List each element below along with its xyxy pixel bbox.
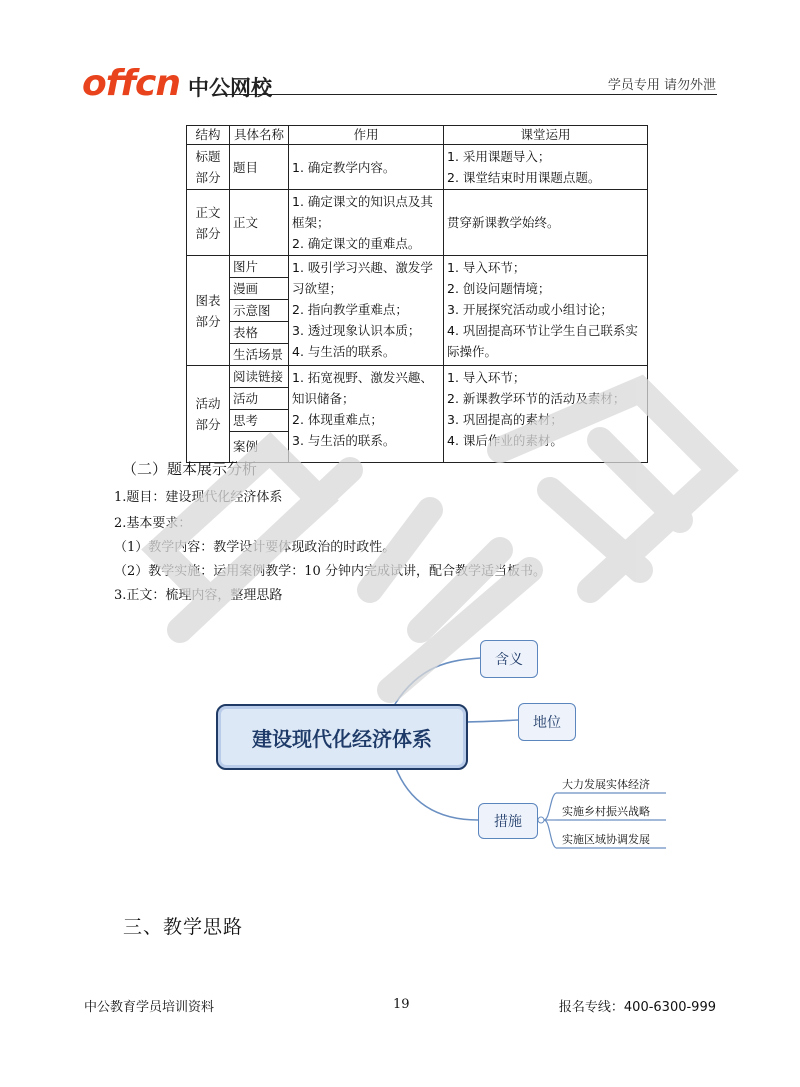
table-header-cell: 具体名称 [230,126,289,145]
cell-text: 3. 巩固提高的素材； [447,412,563,427]
cell-text: 生活场景 [233,347,284,362]
cell-text: 2. 课堂结束时用课题点题。 [447,170,601,185]
logo-mark: offcn [82,63,181,104]
cell-text: 思考 [230,410,288,432]
cell-text: 阅读链接 [230,366,288,388]
mindmap-branch-node: 措施 [478,803,538,839]
table-header-cell: 课堂运用 [444,126,648,145]
cell-text: 活动 [195,396,221,411]
cell-text: 4. 与生活的联系。 [292,344,396,359]
mindmap-branch-node: 地位 [518,703,576,741]
footer-left: 中公教育学员培训资料 [84,1000,215,1015]
cell-text: 图片 [230,256,288,278]
cell-text: 部分 [195,225,221,241]
cell-text: 标题 [195,149,221,164]
cell-text: 1. 确定课文的知识点及其框架； [292,194,433,230]
table-header-cell: 结构 [187,126,230,145]
section-heading: （二）题本展示分析 [122,460,258,478]
cell-text: 3. 开展探究活动或小组讨论； [447,302,613,317]
body-paragraph: 1.题目：建设现代化经济体系 [114,490,283,505]
cell-text: 4. 巩固提高环节让学生自己联系实际操作。 [447,323,638,359]
cell-text: 示意图 [230,300,288,322]
body-paragraph: 2.基本要求： [114,516,192,531]
body-paragraph: （2）教学实施：运用案例教学：10 分钟内完成试讲，配合教学适当板书。 [114,564,546,579]
body-paragraph: （1）教学内容：教学设计要体现政治的时政性。 [114,540,396,555]
section-heading: 三、教学思路 [123,916,244,938]
cell-text: 1. 采用课题导入； [447,149,551,164]
cell-text: 图表 [195,292,221,308]
page-number: 19 [393,997,410,1012]
cell-text: 3. 透过现象认识本质； [292,323,421,338]
cell-text: 活动 [230,388,288,410]
cell-text: 部分 [195,417,221,432]
cell-text: 正文 [233,215,259,230]
cell-text: 2. 确定课文的重难点。 [292,236,421,251]
cell-text: 2. 创设问题情境； [447,281,551,296]
mindmap-leaf: 实施乡村振兴战略 [562,805,650,818]
mindmap-central-node: 建设现代化经济体系 [216,704,468,770]
cell-text: 1. 导入环节； [447,370,526,385]
header-note: 学员专用 请勿外泄 [607,78,716,93]
cell-text: 漫画 [230,278,288,300]
cell-text: 2. 新课教学环节的活动及素材； [447,391,626,406]
cell-text: 案例 [233,439,259,454]
cell-text: 2. 指向教学重难点； [292,302,408,317]
cell-text: 3. 与生活的联系。 [292,433,396,448]
cell-text: 贯穿新课教学始终。 [447,215,560,230]
mindmap-leaf: 大力发展实体经济 [562,778,650,791]
cell-text: 部分 [195,313,221,329]
mindmap-branch-node: 含义 [480,640,538,678]
cell-text: 题目 [233,159,259,175]
cell-text: 1. 确定教学内容。 [292,159,396,175]
cell-text: 1. 吸引学习兴趣、激发学习欲望； [292,260,433,296]
cell-text: 2. 体现重难点； [292,412,383,427]
cell-text: 1. 拓宽视野、激发兴趣、知识储备； [292,370,433,406]
cell-text: 部分 [195,170,221,185]
logo-text: 中公网校 [188,76,273,100]
cell-text: 1. 导入环节； [447,260,526,275]
body-paragraph: 3.正文：梳理内容，整理思路 [114,588,283,603]
footer-right: 报名专线：400-6300-999 [558,1000,716,1015]
cell-text: 正文 [195,204,221,220]
cell-text: 表格 [230,322,288,344]
table-header-cell: 作用 [289,126,444,145]
cell-text: 4. 课后作业的素材。 [447,433,563,448]
mindmap-leaf: 实施区域协调发展 [562,833,650,846]
